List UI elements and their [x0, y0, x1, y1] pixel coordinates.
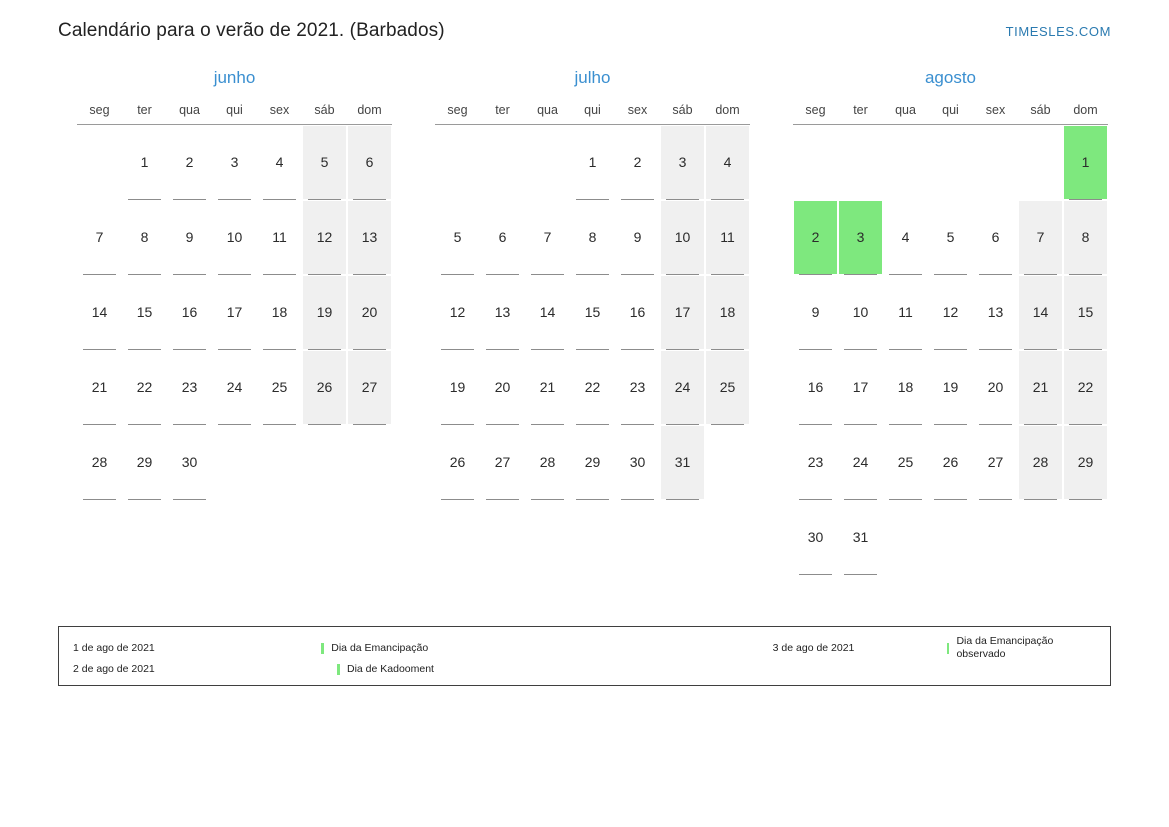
day-number: 27 [974, 426, 1017, 499]
day-cell[interactable] [212, 275, 257, 350]
day-number: 27 [481, 426, 524, 499]
day-cell[interactable] [167, 200, 212, 275]
day-cell[interactable] [525, 425, 570, 500]
day-number [706, 426, 749, 499]
day-number: 9 [168, 201, 211, 274]
day-cell[interactable] [838, 200, 883, 275]
day-number: 4 [706, 126, 749, 199]
day-cell[interactable] [570, 275, 615, 350]
day-cell[interactable] [1063, 350, 1108, 425]
day-cell[interactable] [1018, 350, 1063, 425]
day-cell[interactable] [167, 275, 212, 350]
legend-row [73, 662, 1096, 677]
day-cell[interactable] [77, 425, 122, 500]
day-cell[interactable] [122, 350, 167, 425]
day-cell[interactable] [660, 275, 705, 350]
day-cell[interactable] [435, 275, 480, 350]
day-cell[interactable] [122, 125, 167, 201]
day-cell[interactable] [435, 350, 480, 425]
week-row [435, 275, 750, 350]
day-number: 11 [258, 201, 301, 274]
day-cell-empty [705, 425, 750, 500]
legend-date: 2 de ago de 2021 [73, 663, 155, 675]
weekday-header-row [435, 102, 750, 125]
weekday-header: qui [212, 102, 257, 125]
day-cell[interactable] [1063, 200, 1108, 275]
day-cell[interactable] [212, 350, 257, 425]
weekday-header: dom [347, 102, 392, 125]
day-cell[interactable] [973, 200, 1018, 275]
day-cell[interactable] [122, 275, 167, 350]
page-title: Calendário para o verão de 2021. (Barbados) [58, 20, 445, 41]
weekday-header: ter [480, 102, 525, 125]
weekday-header: qui [928, 102, 973, 125]
day-number [974, 501, 1017, 574]
day-number: 28 [526, 426, 569, 499]
day-number: 12 [436, 276, 479, 349]
day-number: 2 [168, 126, 211, 199]
month-grid [435, 102, 750, 500]
day-number: 5 [929, 201, 972, 274]
day-cell[interactable] [257, 350, 302, 425]
day-number: 18 [258, 276, 301, 349]
day-cell[interactable] [838, 350, 883, 425]
day-cell[interactable] [347, 350, 392, 425]
day-cell-empty [883, 500, 928, 575]
day-cell-empty [347, 425, 392, 500]
day-number: 19 [303, 276, 346, 349]
day-cell-empty [838, 125, 883, 201]
holiday-color-swatch [337, 664, 340, 675]
day-cell[interactable] [1063, 275, 1108, 350]
day-cell[interactable] [793, 425, 838, 500]
day-cell[interactable] [570, 425, 615, 500]
weekday-header: sex [973, 102, 1018, 125]
day-number [794, 126, 837, 199]
day-number: 28 [1019, 426, 1062, 499]
day-number: 26 [303, 351, 346, 424]
day-number: 9 [794, 276, 837, 349]
weekday-header: sex [257, 102, 302, 125]
day-cell[interactable] [525, 200, 570, 275]
day-cell[interactable] [480, 275, 525, 350]
weekday-header: ter [122, 102, 167, 125]
day-number: 19 [929, 351, 972, 424]
day-number [884, 126, 927, 199]
weekday-header: sáb [302, 102, 347, 125]
day-cell[interactable] [480, 350, 525, 425]
day-number: 11 [884, 276, 927, 349]
day-cell[interactable] [257, 125, 302, 201]
day-number: 13 [974, 276, 1017, 349]
day-cell[interactable] [615, 200, 660, 275]
day-number: 22 [1064, 351, 1107, 424]
day-cell-empty [525, 125, 570, 201]
week-row [435, 425, 750, 500]
day-cell[interactable] [793, 200, 838, 275]
weekday-header: qua [167, 102, 212, 125]
day-cell[interactable] [257, 275, 302, 350]
day-number: 5 [436, 201, 479, 274]
day-number: 16 [616, 276, 659, 349]
month-calendar [58, 68, 408, 575]
day-number [436, 126, 479, 199]
day-cell-empty [973, 125, 1018, 201]
weekday-header: ter [838, 102, 883, 125]
week-row [793, 125, 1108, 201]
day-number: 24 [661, 351, 704, 424]
day-cell[interactable] [77, 200, 122, 275]
day-number [974, 126, 1017, 199]
weekday-header: seg [77, 102, 122, 125]
day-number: 3 [661, 126, 704, 199]
day-cell[interactable] [660, 425, 705, 500]
day-cell[interactable] [435, 425, 480, 500]
day-number: 15 [1064, 276, 1107, 349]
day-cell[interactable] [480, 200, 525, 275]
day-number: 3 [213, 126, 256, 199]
week-row [793, 425, 1108, 500]
day-cell-empty [883, 125, 928, 201]
day-cell[interactable] [122, 200, 167, 275]
week-row [77, 425, 392, 500]
day-number: 10 [839, 276, 882, 349]
day-cell[interactable] [615, 125, 660, 201]
day-number: 1 [123, 126, 166, 199]
day-cell[interactable] [302, 275, 347, 350]
day-number [481, 126, 524, 199]
day-number: 14 [1019, 276, 1062, 349]
day-number [929, 126, 972, 199]
day-number [526, 126, 569, 199]
day-number: 12 [929, 276, 972, 349]
day-number: 29 [571, 426, 614, 499]
week-row [793, 200, 1108, 275]
day-number: 30 [616, 426, 659, 499]
day-number: 2 [794, 201, 837, 274]
weekday-header: sex [615, 102, 660, 125]
day-cell[interactable] [793, 350, 838, 425]
week-row [77, 200, 392, 275]
day-number: 25 [884, 426, 927, 499]
day-number: 22 [571, 351, 614, 424]
day-number: 6 [481, 201, 524, 274]
day-number [303, 426, 346, 499]
week-row [435, 125, 750, 201]
day-number: 31 [839, 501, 882, 574]
day-cell[interactable] [347, 125, 392, 201]
day-cell[interactable] [705, 125, 750, 201]
legend-row [73, 634, 1096, 662]
day-number: 10 [661, 201, 704, 274]
day-number: 21 [526, 351, 569, 424]
day-number: 25 [258, 351, 301, 424]
weekday-header: sáb [660, 102, 705, 125]
legend-date: 1 de ago de 2021 [73, 641, 155, 654]
week-row [793, 500, 1108, 575]
month-name: agosto [924, 68, 977, 87]
day-cell[interactable] [615, 275, 660, 350]
day-number [929, 501, 972, 574]
day-number: 7 [526, 201, 569, 274]
day-number: 8 [123, 201, 166, 274]
day-number: 11 [706, 201, 749, 274]
day-cell-empty [1063, 500, 1108, 575]
day-cell[interactable] [167, 350, 212, 425]
weekday-header: qua [883, 102, 928, 125]
day-number: 7 [78, 201, 121, 274]
weekday-header: seg [793, 102, 838, 125]
day-cell[interactable] [77, 275, 122, 350]
day-number: 22 [123, 351, 166, 424]
day-cell[interactable] [973, 350, 1018, 425]
weekday-header: dom [705, 102, 750, 125]
day-number [839, 126, 882, 199]
day-cell-empty [1018, 125, 1063, 201]
day-cell[interactable] [928, 350, 973, 425]
day-number: 18 [706, 276, 749, 349]
day-cell[interactable] [1063, 125, 1108, 201]
day-cell[interactable] [883, 275, 928, 350]
day-cell[interactable] [1063, 425, 1108, 500]
day-cell[interactable] [570, 350, 615, 425]
day-cell-empty [973, 500, 1018, 575]
day-number: 19 [436, 351, 479, 424]
day-cell[interactable] [570, 200, 615, 275]
week-row [77, 125, 392, 201]
day-cell[interactable] [928, 425, 973, 500]
day-number: 17 [213, 276, 256, 349]
day-cell[interactable] [347, 275, 392, 350]
day-cell[interactable] [883, 425, 928, 500]
day-number: 13 [481, 276, 524, 349]
day-cell[interactable] [705, 350, 750, 425]
day-cell-empty [257, 425, 302, 500]
weekday-header-row [77, 102, 392, 125]
week-row [77, 350, 392, 425]
day-number: 21 [1019, 351, 1062, 424]
day-number [1019, 126, 1062, 199]
month-calendar [774, 68, 1124, 575]
day-number: 3 [839, 201, 882, 274]
legend-box [58, 626, 1111, 686]
day-cell[interactable] [705, 275, 750, 350]
day-cell[interactable] [257, 200, 302, 275]
holiday-color-swatch [321, 643, 324, 654]
day-number [78, 126, 121, 199]
day-number: 23 [794, 426, 837, 499]
day-number: 1 [1064, 126, 1107, 199]
month-grid [77, 102, 392, 500]
day-cell-empty [212, 425, 257, 500]
day-number: 29 [1064, 426, 1107, 499]
week-row [435, 350, 750, 425]
day-number: 24 [213, 351, 256, 424]
day-number: 14 [526, 276, 569, 349]
day-cell[interactable] [793, 500, 838, 575]
weekday-header: qua [525, 102, 570, 125]
day-cell[interactable] [302, 200, 347, 275]
day-number: 24 [839, 426, 882, 499]
legend-holiday-label-secondary: Dia da Emancipação observado [956, 635, 1054, 660]
day-number: 20 [348, 276, 391, 349]
day-number: 5 [303, 126, 346, 199]
day-cell[interactable] [525, 350, 570, 425]
day-number: 12 [303, 201, 346, 274]
day-number: 21 [78, 351, 121, 424]
day-cell-empty [1018, 500, 1063, 575]
day-number: 26 [436, 426, 479, 499]
weekday-header: dom [1063, 102, 1108, 125]
day-number: 17 [839, 351, 882, 424]
legend-holiday-label: Dia da Emancipação [331, 641, 429, 654]
day-number: 17 [661, 276, 704, 349]
day-number: 8 [571, 201, 614, 274]
day-number: 4 [884, 201, 927, 274]
month-name: julho [574, 68, 611, 87]
day-cell[interactable] [838, 275, 883, 350]
day-cell[interactable] [570, 125, 615, 201]
legend-date-secondary: 3 de ago de 2021 [772, 641, 855, 654]
day-number: 30 [168, 426, 211, 499]
day-cell[interactable] [660, 200, 705, 275]
day-number [258, 426, 301, 499]
brand-link[interactable]: TIMESLES.COM [1005, 24, 1111, 39]
day-number: 14 [78, 276, 121, 349]
day-cell[interactable] [525, 275, 570, 350]
day-cell[interactable] [973, 275, 1018, 350]
week-row [793, 275, 1108, 350]
day-cell[interactable] [212, 200, 257, 275]
day-number [884, 501, 927, 574]
day-cell-empty [928, 125, 973, 201]
day-number: 8 [1064, 201, 1107, 274]
day-cell[interactable] [1018, 425, 1063, 500]
day-number: 6 [348, 126, 391, 199]
day-cell[interactable] [705, 200, 750, 275]
day-number: 9 [616, 201, 659, 274]
day-cell[interactable] [122, 425, 167, 500]
day-number: 30 [794, 501, 837, 574]
legend-holiday-name-secondary [947, 635, 1096, 661]
day-number: 28 [78, 426, 121, 499]
day-cell-empty [928, 500, 973, 575]
month-calendar [416, 68, 766, 575]
day-cell[interactable] [928, 200, 973, 275]
day-cell[interactable] [212, 125, 257, 201]
day-cell[interactable] [838, 425, 883, 500]
day-cell[interactable] [302, 125, 347, 201]
day-cell[interactable] [167, 125, 212, 201]
day-number: 7 [1019, 201, 1062, 274]
day-number: 1 [571, 126, 614, 199]
day-cell-empty [77, 125, 122, 201]
day-cell[interactable] [883, 200, 928, 275]
calendars-container [58, 42, 1169, 575]
day-number: 25 [706, 351, 749, 424]
day-number: 26 [929, 426, 972, 499]
day-number: 29 [123, 426, 166, 499]
legend-holiday-name [337, 663, 817, 676]
weekday-header: sáb [1018, 102, 1063, 125]
day-number: 18 [884, 351, 927, 424]
weekday-header-row [793, 102, 1108, 125]
weekday-header: seg [435, 102, 480, 125]
week-row [793, 350, 1108, 425]
day-number [1064, 501, 1107, 574]
day-cell[interactable] [480, 425, 525, 500]
day-number: 4 [258, 126, 301, 199]
month-name: junho [213, 68, 256, 87]
day-cell[interactable] [77, 350, 122, 425]
day-cell[interactable] [167, 425, 212, 500]
day-number: 16 [168, 276, 211, 349]
day-cell[interactable] [660, 125, 705, 201]
day-number: 16 [794, 351, 837, 424]
day-cell[interactable] [435, 200, 480, 275]
day-number: 15 [123, 276, 166, 349]
day-cell[interactable] [838, 500, 883, 575]
day-cell[interactable] [347, 200, 392, 275]
legend-holiday-label: Dia de Kadooment [347, 663, 434, 675]
day-cell[interactable] [973, 425, 1018, 500]
day-number: 20 [481, 351, 524, 424]
day-number [348, 426, 391, 499]
day-cell[interactable] [793, 275, 838, 350]
day-cell[interactable] [660, 350, 705, 425]
holiday-color-swatch [947, 643, 950, 654]
legend-holiday-name [321, 642, 772, 655]
day-number [1019, 501, 1062, 574]
day-number: 27 [348, 351, 391, 424]
day-number: 31 [661, 426, 704, 499]
day-cell[interactable] [928, 275, 973, 350]
day-cell-empty [480, 125, 525, 201]
page-header [0, 0, 1169, 42]
day-number: 2 [616, 126, 659, 199]
day-cell[interactable] [1018, 275, 1063, 350]
day-cell[interactable] [302, 350, 347, 425]
day-number: 13 [348, 201, 391, 274]
day-number: 6 [974, 201, 1017, 274]
day-cell-empty [435, 125, 480, 201]
day-number: 10 [213, 201, 256, 274]
day-cell[interactable] [615, 350, 660, 425]
week-row [77, 275, 392, 350]
weekday-header: qui [570, 102, 615, 125]
day-number: 15 [571, 276, 614, 349]
day-cell[interactable] [615, 425, 660, 500]
day-cell[interactable] [1018, 200, 1063, 275]
day-number [213, 426, 256, 499]
month-grid [793, 102, 1108, 575]
day-number: 20 [974, 351, 1017, 424]
day-cell-empty [793, 125, 838, 201]
day-number: 23 [616, 351, 659, 424]
day-cell[interactable] [883, 350, 928, 425]
day-cell-empty [302, 425, 347, 500]
day-number: 23 [168, 351, 211, 424]
week-row [435, 200, 750, 275]
